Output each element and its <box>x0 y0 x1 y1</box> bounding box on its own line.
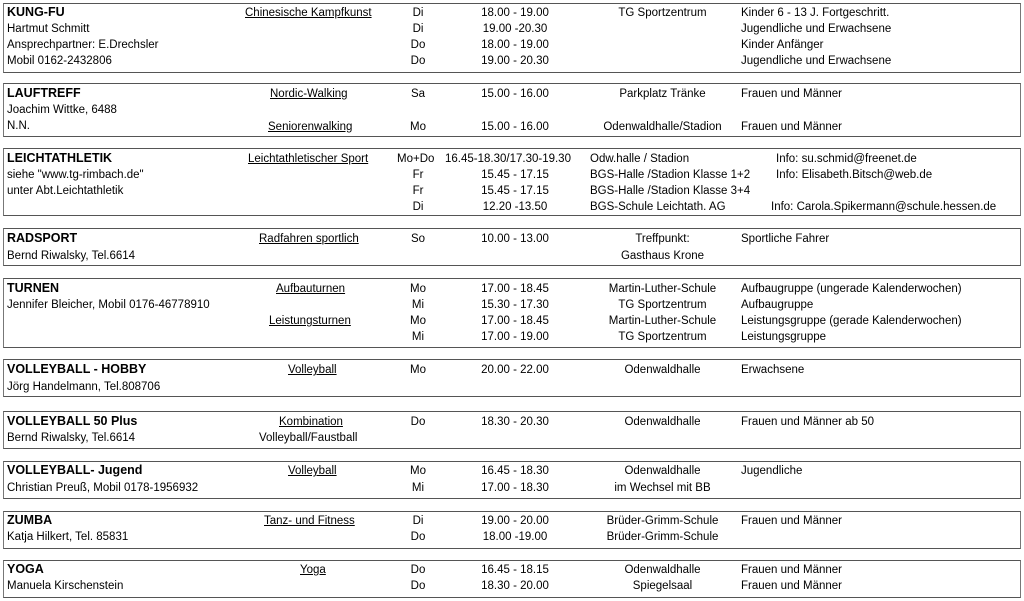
time: 15.45 - 17.15 <box>481 185 549 197</box>
time: 15.00 - 16.00 <box>481 88 549 100</box>
day: Mi <box>411 331 425 343</box>
place: Martin-Luther-Schule <box>608 315 717 327</box>
info: Kinder 6 - 13 J. Fortgeschritt. <box>741 7 890 19</box>
activity-label: Leistungsturnen <box>269 315 351 327</box>
place: BGS-Halle /Stadion Klasse 3+4 <box>590 185 751 197</box>
time: 12.20 -13.50 <box>482 201 548 213</box>
contact-person: Katja Hilkert, Tel. 85831 <box>7 531 129 543</box>
info: Jugendliche <box>741 465 803 477</box>
info: Frauen und Männer ab 50 <box>741 416 874 428</box>
activity-label: Nordic-Walking <box>270 88 348 100</box>
info: Jugendliche und Erwachsene <box>741 55 892 67</box>
info: Jugendliche und Erwachsene <box>741 23 892 35</box>
activity-label: Kombination <box>279 416 343 428</box>
place: Parkplatz Tränke <box>619 88 706 100</box>
contact-person: Hartmut Schmitt <box>7 23 90 35</box>
info: Aufbaugruppe <box>741 299 814 311</box>
contact-person: Jörg Handelmann, Tel.808706 <box>7 381 161 393</box>
place: TG Sportzentrum <box>618 331 707 343</box>
activity-label: Volleyball <box>288 465 337 477</box>
activity-label: Tanz- und Fitness <box>264 515 355 527</box>
activity-label: Volleyball <box>288 364 337 376</box>
contact-person: N.N. <box>7 120 30 132</box>
place: Spiegelsaal <box>632 580 693 592</box>
time: 17.00 - 18.45 <box>481 315 549 327</box>
day: Mo <box>410 364 426 376</box>
place: TG Sportzentrum <box>618 7 707 19</box>
day: Fr <box>412 169 424 181</box>
info: Sportliche Fahrer <box>741 233 830 245</box>
place: Odenwaldhalle <box>624 416 701 428</box>
section-title: TURNEN <box>7 281 60 295</box>
day: Sa <box>410 88 426 100</box>
time: 17.00 - 18.30 <box>481 482 549 494</box>
day: Do <box>410 531 426 543</box>
day: Mi <box>411 482 425 494</box>
place: TG Sportzentrum <box>618 299 707 311</box>
time: 20.00 - 22.00 <box>481 364 549 376</box>
day: Mo <box>410 315 426 327</box>
day: Do <box>410 580 426 592</box>
section-title: LEICHTATHLETIK <box>7 151 113 165</box>
place: Odenwaldhalle/Stadion <box>603 121 722 133</box>
info: Info: Elisabeth.Bitsch@web.de <box>776 169 933 181</box>
activity-label: Chinesische Kampfkunst <box>245 7 372 19</box>
section-title: YOGA <box>7 562 44 576</box>
day: Mo <box>410 283 426 295</box>
day: Di <box>412 201 424 213</box>
time: 17.00 - 19.00 <box>481 331 549 343</box>
day: Do <box>410 55 426 67</box>
section-title: LAUFTREFF <box>7 86 81 100</box>
day: Mo <box>410 121 426 133</box>
activity-label: Yoga <box>300 564 326 576</box>
time: 18.00 - 19.00 <box>481 7 549 19</box>
time: 16.45 - 18.30 <box>481 465 549 477</box>
contact-person: Jennifer Bleicher, Mobil 0176-46778910 <box>7 299 210 311</box>
time: 19.00 - 20.00 <box>481 515 549 527</box>
place: BGS-Halle /Stadion Klasse 1+2 <box>590 169 751 181</box>
place: im Wechsel mit BB <box>614 482 711 494</box>
day: Do <box>410 564 426 576</box>
contact-person: Ansprechpartner: E.Drechsler <box>7 39 159 51</box>
time: 18.00 -19.00 <box>482 531 548 543</box>
place: Odenwaldhalle <box>624 364 701 376</box>
day: Mi <box>411 299 425 311</box>
activity-label: Radfahren sportlich <box>259 233 359 245</box>
day: Di <box>412 7 424 19</box>
info: Kinder Anfänger <box>741 39 824 51</box>
section-title: VOLLEYBALL- Jugend <box>7 463 143 477</box>
info: Leistungsgruppe <box>741 331 827 343</box>
section-title: VOLLEYBALL - HOBBY <box>7 362 147 376</box>
place: Treffpunkt: <box>635 233 690 245</box>
contact-info: unter Abt.Leichtathletik <box>7 185 124 197</box>
section-title: KUNG-FU <box>7 5 65 19</box>
section-title: RADSPORT <box>7 231 78 245</box>
activity-label: Aufbauturnen <box>276 283 346 295</box>
place: Brüder-Grimm-Schule <box>606 531 719 543</box>
day: Mo <box>410 465 426 477</box>
contact-person: Joachim Wittke, 6488 <box>7 104 117 116</box>
place: BGS-Schule Leichtath. AG <box>590 201 726 213</box>
place: Odenwaldhalle <box>624 564 701 576</box>
time: 17.00 - 18.45 <box>481 283 549 295</box>
contact-phone: Mobil 0162-2432806 <box>7 55 112 67</box>
day: Di <box>412 515 424 527</box>
time: 15.30 - 17.30 <box>481 299 549 311</box>
place: Brüder-Grimm-Schule <box>606 515 719 527</box>
info: Erwachsene <box>741 364 805 376</box>
info: Info: Carola.Spikermann@schule.hessen.de <box>771 201 997 213</box>
day: So <box>410 233 426 245</box>
info: Frauen und Männer <box>741 580 843 592</box>
time: 18.30 - 20.00 <box>481 580 549 592</box>
time: 19.00 -20.30 <box>482 23 548 35</box>
section-title: ZUMBA <box>7 513 53 527</box>
day: Di <box>412 23 424 35</box>
place: Odenwaldhalle <box>624 465 701 477</box>
info: Info: su.schmid@freenet.de <box>776 153 917 165</box>
place: Odw.halle / Stadion <box>590 153 690 165</box>
time: 15.00 - 16.00 <box>481 121 549 133</box>
contact-person: Bernd Riwalsky, Tel.6614 <box>7 432 136 444</box>
info: Frauen und Männer <box>741 121 843 133</box>
activity-label: Seniorenwalking <box>268 121 353 133</box>
place: Gasthaus Krone <box>620 250 705 262</box>
contact-person: Christian Preuß, Mobil 0178-1956932 <box>7 482 199 494</box>
day: Fr <box>412 185 424 197</box>
day: Do <box>410 416 426 428</box>
day: Do <box>410 39 426 51</box>
activity-sublabel: Volleyball/Faustball <box>259 432 358 444</box>
info: Frauen und Männer <box>741 515 843 527</box>
info: Leistungsgruppe (gerade Kalenderwochen) <box>741 315 962 327</box>
contact-info: siehe "www.tg-rimbach.de" <box>7 169 144 181</box>
info: Frauen und Männer <box>741 88 843 100</box>
contact-person: Bernd Riwalsky, Tel.6614 <box>7 250 136 262</box>
time: 15.45 - 17.15 <box>481 169 549 181</box>
time: 19.00 - 20.30 <box>481 55 549 67</box>
info: Frauen und Männer <box>741 564 843 576</box>
info: Aufbaugruppe (ungerade Kalenderwochen) <box>741 283 962 295</box>
section-title: VOLLEYBALL 50 Plus <box>7 414 138 428</box>
place: Martin-Luther-Schule <box>608 283 717 295</box>
activity-label: Leichtathletischer Sport <box>248 153 369 165</box>
time: 18.30 - 20.30 <box>481 416 549 428</box>
contact-person: Manuela Kirschenstein <box>7 580 124 592</box>
time: 10.00 - 13.00 <box>481 233 549 245</box>
time: 18.00 - 19.00 <box>481 39 549 51</box>
time: 16.45-18.30/17.30-19.30 <box>445 153 571 165</box>
day: Mo+Do <box>397 153 435 165</box>
time: 16.45 - 18.15 <box>481 564 549 576</box>
